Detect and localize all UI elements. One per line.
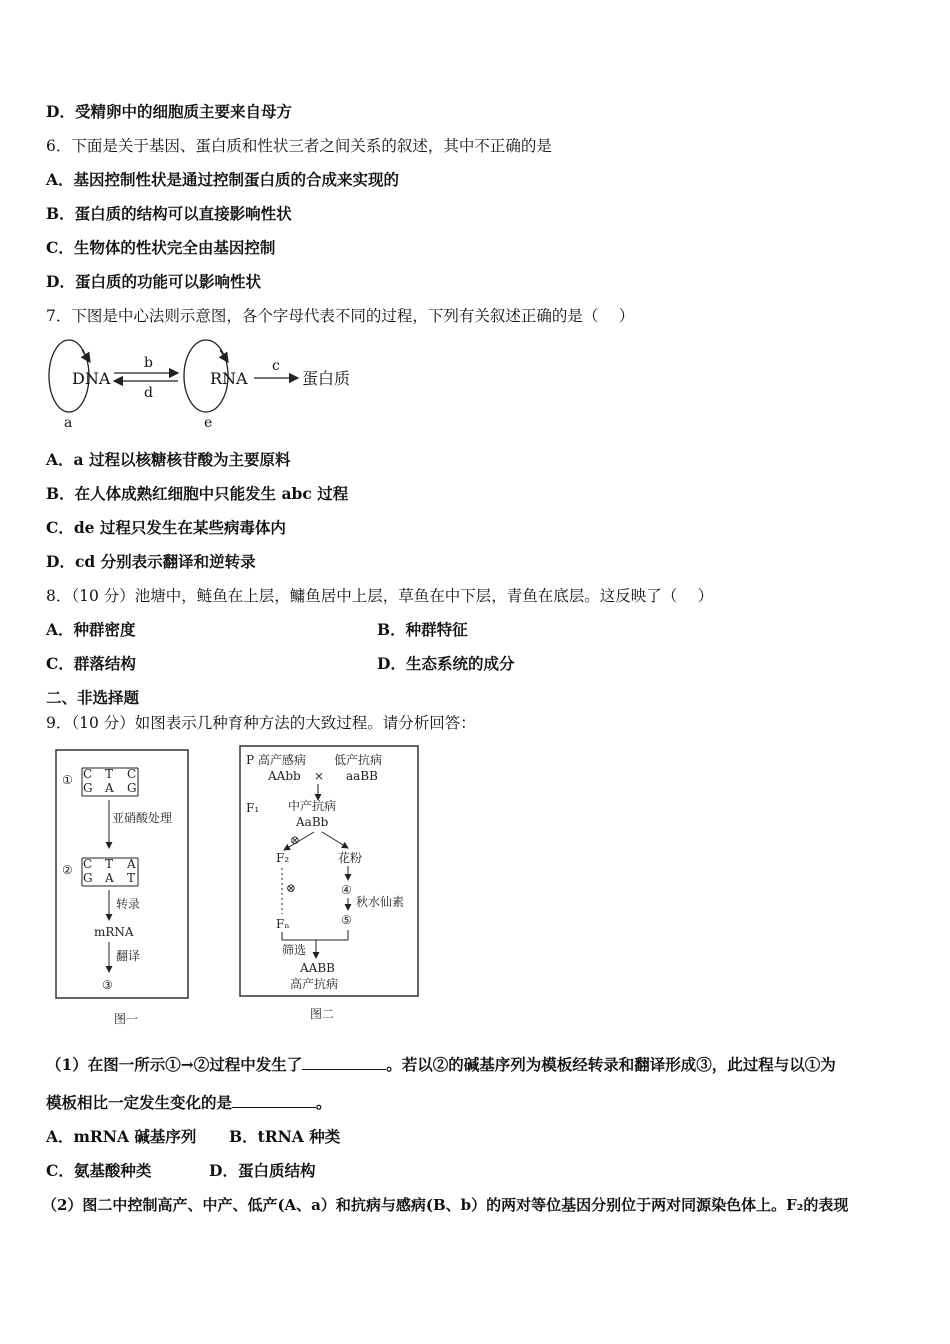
q6-option-c: C．生物体的性状完全由基因控制 — [46, 238, 276, 257]
q8-option-d: D．生态系统的成分 — [377, 654, 515, 673]
fig1-transcription: 转录 — [116, 897, 141, 911]
q9-part-1-text-2: 。若以②的碱基序列为模板经转录和翻译形成③，此过程与以①为 — [386, 1055, 836, 1074]
fig1-step-2: ② — [62, 863, 73, 877]
protein-label: 蛋白质 — [302, 369, 351, 388]
label-c: c — [272, 358, 280, 374]
q7-option-b: B．在人体成熟红细胞中只能发生 abc 过程 — [46, 484, 349, 503]
fig2-f1: F₁ — [246, 801, 260, 815]
q7-option-d: D．cd 分别表示翻译和逆转录 — [46, 552, 256, 571]
fig1-base: C — [83, 767, 93, 781]
fig1-base: T — [105, 857, 114, 871]
q9-part-1-line-2 — [46, 1093, 332, 1113]
fig2-f1-genotype: AaBb — [296, 815, 329, 829]
fig1-step-1: ① — [62, 773, 73, 787]
fig2-pollen: 花粉 — [338, 851, 363, 865]
question-8: 8．（10 分）池塘中，鲢鱼在上层，鳙鱼居中上层，草鱼在中下层，青鱼在底层。这反映了（ ） — [46, 587, 714, 605]
label-e: e — [204, 415, 213, 431]
fig2-cross: × — [314, 769, 325, 783]
fig2-result-genotype: AABB — [300, 961, 335, 975]
fig2-f1-phenotype: 中产抗病 — [288, 799, 337, 813]
fig1-base: G — [83, 871, 93, 885]
question-9: 9．（10 分）如图表示几种育种方法的大致过程。请分析回答： — [46, 714, 476, 732]
fig2-genotype: AAbb — [268, 769, 301, 783]
fig2-selection: 筛选 — [282, 943, 307, 957]
question-6: 6．下面是关于基因、蛋白质和性状三者之间关系的叙述，其中不正确的是 — [46, 137, 552, 155]
fig2-step-5: ⑤ — [341, 913, 352, 927]
q5-option-d: D．受精卵中的细胞质主要来自母方 — [46, 102, 292, 121]
fig2-genotype: aaBB — [346, 769, 378, 783]
q7-option-c: C．de 过程只发生在某些病毒体内 — [46, 518, 286, 537]
q7-option-a: A．a 过程以核糖核苷酸为主要原料 — [46, 450, 291, 469]
fig2-colchicine: 秋水仙素 — [356, 895, 405, 909]
q9-option-c: C．氨基酸种类 — [46, 1161, 152, 1180]
fig2-self-2: ⊗ — [286, 881, 297, 895]
q8-option-a: A．种群密度 — [46, 620, 136, 639]
q9-option-b: B．tRNA 种类 — [229, 1127, 341, 1146]
fig2-f2: F₂ — [276, 851, 290, 865]
fig2-result-phenotype: 高产抗病 — [290, 977, 339, 991]
rna-label: RNA — [210, 369, 248, 388]
fig2-fn: Fₙ — [276, 917, 290, 931]
question-7: 7．下图是中心法则示意图，各个字母代表不同的过程，下列有关叙述正确的是（ ） — [46, 307, 635, 325]
q6-option-a: A．基因控制性状是通过控制蛋白质的合成来实现的 — [46, 170, 400, 189]
q9-option-d: D．蛋白质结构 — [209, 1161, 316, 1180]
fig1-mrna: mRNA — [94, 925, 134, 939]
figure-1 — [54, 748, 194, 1030]
fig1-base: T — [105, 767, 114, 781]
fig1-step-3: ③ — [102, 978, 113, 992]
fig1-translation: 翻译 — [116, 949, 141, 963]
fig1-base: C — [127, 767, 137, 781]
q9-part-1-line-1 — [46, 1055, 836, 1075]
q9-part-1-text: （1）在图一所示①→②过程中发生了 — [46, 1055, 303, 1074]
label-d: d — [144, 385, 153, 401]
label-a: a — [64, 415, 73, 431]
fig1-base: G — [83, 781, 93, 795]
section-heading: 二、非选择题 — [46, 688, 140, 707]
q6-option-d: D．蛋白质的功能可以影响性状 — [46, 272, 261, 291]
central-dogma-diagram — [44, 336, 374, 432]
q6-option-b: B．蛋白质的结构可以直接影响性状 — [46, 204, 292, 223]
fig2-caption: 图二 — [310, 1007, 335, 1021]
fig2-step-4: ④ — [341, 883, 352, 897]
fig1-nitrous-acid: 亚硝酸处理 — [112, 811, 173, 825]
dna-label: DNA — [72, 369, 111, 388]
fig2-parent-low: 低产抗病 — [334, 753, 383, 767]
answer-blank[interactable] — [302, 1055, 386, 1070]
fig2-parent-high: P 高产感病 — [246, 753, 306, 767]
q9-part-1-end: 。 — [316, 1093, 332, 1112]
q8-option-c: C．群落结构 — [46, 654, 136, 673]
q9-part-2: （2）图二中控制高产、中产、低产(A、a）和抗病与感病(B、b）的两对等位基因分别位于两对同源染色体上。F₂的表现 — [42, 1196, 849, 1214]
q8-option-b: B．种群特征 — [377, 620, 468, 639]
fig1-base: G — [127, 781, 137, 795]
fig1-base: A — [105, 781, 114, 795]
answer-blank[interactable] — [232, 1093, 316, 1108]
q9-option-a: A．mRNA 碱基序列 — [46, 1127, 197, 1146]
figure-2 — [238, 744, 428, 1026]
fig1-base: C — [83, 857, 93, 871]
fig1-base: A — [105, 871, 114, 885]
fig1-base: T — [127, 871, 136, 885]
q9-part-1-text-3: 模板相比一定发生变化的是 — [46, 1093, 233, 1112]
fig1-base: A — [127, 857, 136, 871]
fig1-caption: 图一 — [114, 1012, 139, 1026]
label-b: b — [144, 355, 153, 371]
fig2-self-1: ⊗ — [290, 833, 301, 847]
